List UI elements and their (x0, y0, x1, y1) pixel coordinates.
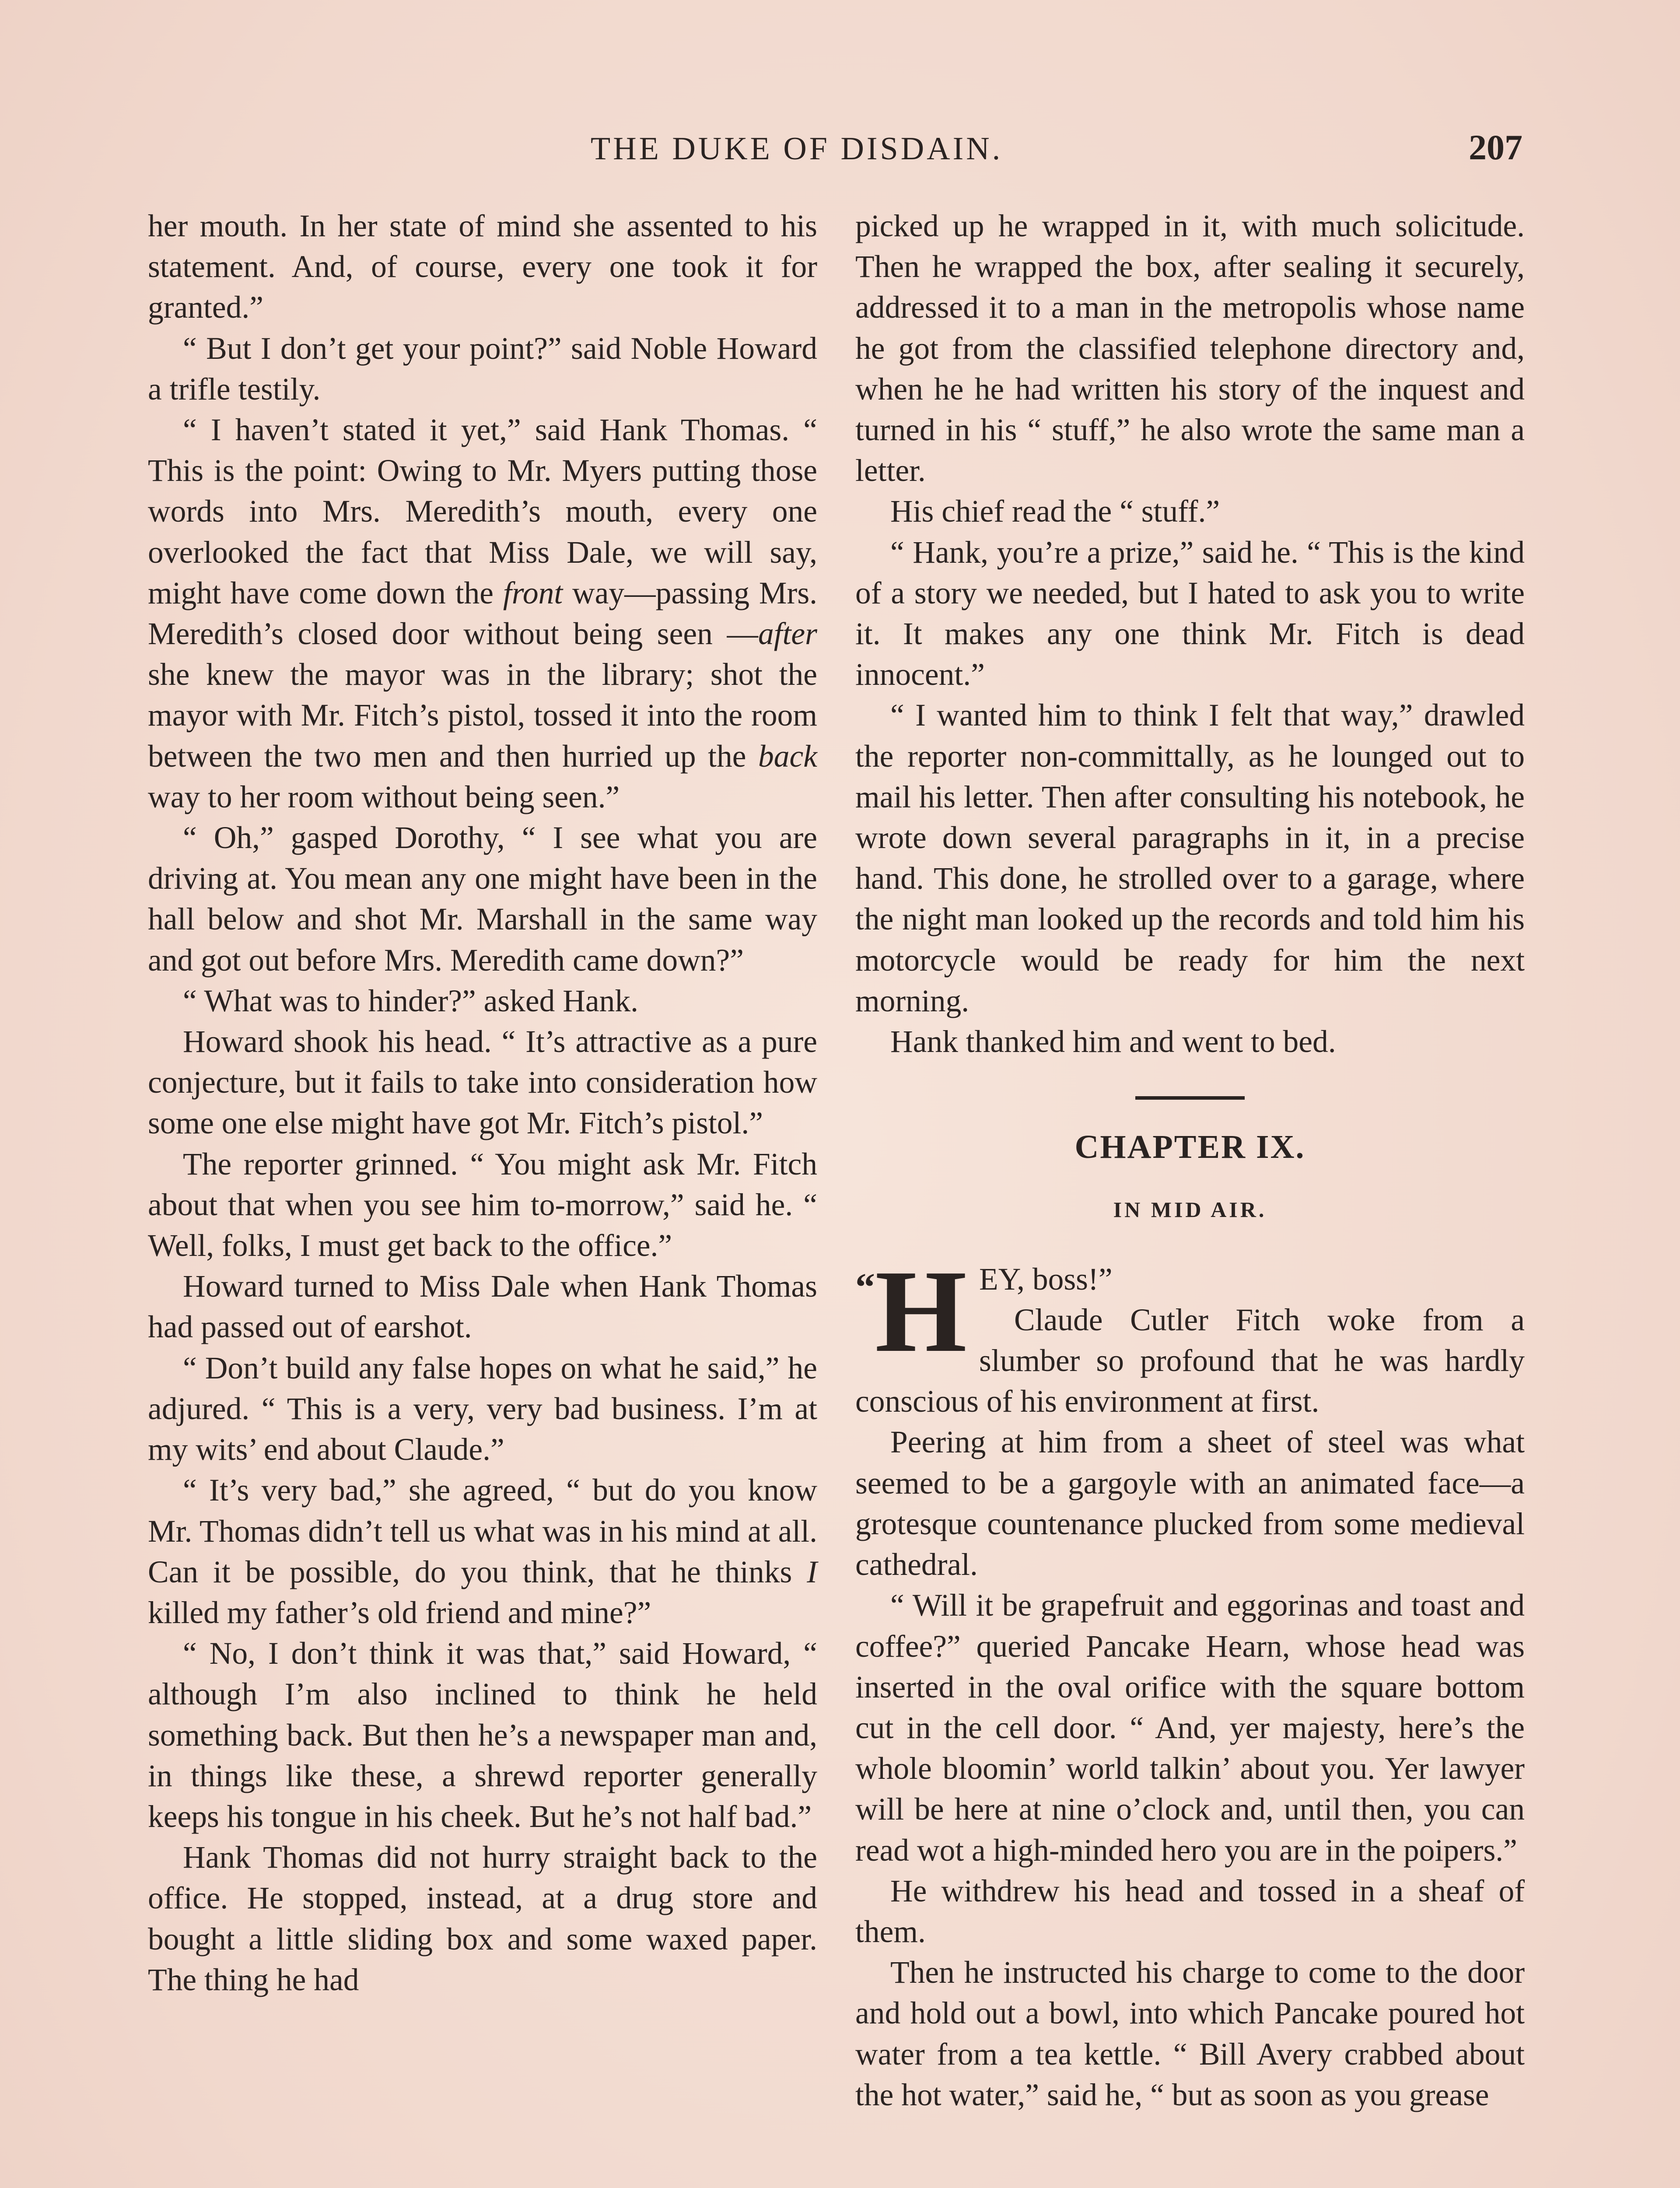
paragraph: “ Oh,” gasped Dorothy, “ I see what you are driving at. You mean any one might have been in the hall below and shot Mr. Marshall in the same way and got out before Mrs. Meredith came down?” (148, 820, 817, 978)
paragraph: “ I wanted him to think I felt that way,” drawled the reporter non-committally, as he lounged out to mail his letter. Then after consulting his notebook, he wrote down several paragraphs in it, in a precise hand. This done, he strolled over to a garage, where the night man looked up the records and told him his motorcycle would be ready for him the next morning. (855, 698, 1525, 1018)
paragraph: Howard turned to Miss Dale when Hank Thomas had passed out of earshot. (148, 1269, 817, 1345)
paragraph: “ It’s very bad,” she agreed, “ but do you know Mr. Thomas didn’t tell us what was in his mind at all. Can it be possible, do you think, that he thinks I killed my father’s old friend and mine?” (148, 1473, 817, 1630)
running-head (149, 127, 1522, 174)
paragraph: “ Hank, you’re a prize,” said he. “ This is the kind of a story we needed, but I hated to ask you to write it. It makes any one think Mr. Fitch is dead innocent.” (855, 535, 1525, 692)
chapter-subtitle: IN MID AIR. (1113, 1197, 1267, 1222)
chapter-title: CHAPTER IX. (1074, 1129, 1306, 1166)
drop-cap-letter: H (875, 1245, 967, 1377)
paragraph: “ Will it be grapefruit and eggorinas and toast and coffee?” queried Pancake Hearn, whose head was inserted in the oval orifice with the square bottom cut in the cell door. “ And, yer majesty, here’s the whole bloomin’ world talkin’ about you. Yer lawyer will be here at nine o’clock and, until then, you can read wot a high-minded hero you are in the poipers.” (855, 1588, 1525, 1868)
paragraph: His chief read the “ stuff.” (890, 494, 1220, 529)
paragraph: “ Don’t build any false hopes on what he said,” he adjured. “ This is a very, very bad business. I’m at my wits’ end about Claude.” (148, 1350, 817, 1467)
page-number: 207 (1469, 127, 1522, 167)
paragraph: “ I haven’t stated it yet,” said Hank Thomas. “ This is the point: Owing to Mr. Myers putting those words into Mrs. Meredith’s mouth, every one overlooked the fact that Miss Dale, we will say, might have come down the front way—passing Mrs. Meredith’s closed door without being seen —after she knew the mayor was in the library; shot the mayor with Mr. Fitch’s pistol, tossed it into the room between the two men and then hurried up the back way to her room without being seen.” (148, 413, 818, 814)
paragraph: The reporter grinned. “ You might ask Mr. Fitch about that when you see him to-morrow,” said he. “ Well, folks, I must get back to the office.” (148, 1147, 817, 1263)
drop-cap (855, 1245, 967, 1377)
paragraph: He withdrew his head and tossed in a sheaf of them. (855, 1873, 1525, 1949)
paragraph: “ No, I don’t think it was that,” said Howard, “ although I’m also inclined to think he held something back. But then he’s a newspaper man and, in things like these, a shrewd reporter generally keeps his tongue in his cheek. But he’s not half bad.” (148, 1636, 817, 1834)
paragraph: Hank Thomas did not hurry straight back to the office. He stopped, instead, at a drug store and bought a little sliding box and some waxed paper. The thing he had (148, 1840, 817, 1997)
chapter-opening (855, 1245, 1525, 1422)
italic-word: after (758, 617, 817, 652)
italic-word: I (807, 1554, 817, 1589)
paragraph: picked up he wrapped in it, with much solicitude. Then he wrapped the box, after sealing it securely, addressed it to a man in the metropolis whose name he got from the classified telephone directory and, when he he had written his story of the inquest and turned in his “ stuff,” he also wrote the same man a letter. (855, 209, 1525, 488)
running-title: THE DUKE OF DISDAIN. (591, 131, 1003, 167)
paragraph: Then he instructed his charge to come to the door and hold out a bowl, into which Pancake poured hot water from a tea kettle. “ Bill Avery crabbed about the hot water,” said he, “ but as soon as you grease (855, 1955, 1525, 2112)
section-divider (1135, 1096, 1245, 1100)
paragraph: Peering at him from a sheet of steel was what seemed to be a gargoyle with an animated face—a grotesque countenance plucked from some medieval cathedral. (855, 1425, 1525, 1582)
paragraph: Hank thanked him and went to bed. (890, 1024, 1336, 1059)
paragraph: “ What was to hinder?” asked Hank. (183, 983, 639, 1018)
paragraph: “ But I don’t get your point?” said Noble Howard a trifle testily. (148, 331, 817, 407)
paragraph: her mouth. In her state of mind she assented to his statement. And, of course, every one took it for granted.” (148, 209, 817, 325)
italic-word: front (503, 575, 563, 610)
left-column (148, 206, 817, 2000)
right-column (855, 206, 1525, 2115)
paragraph: EY, boss!” Claude Cutler Fitch woke from a slumber so profound that he was hardly conscious of his environment at first. (855, 1262, 1525, 1419)
italic-word: back (758, 739, 818, 774)
paragraph: Howard shook his head. “ It’s attractive as a pure conjecture, but it fails to take into consideration how some one else might have got Mr. Fitch’s pistol.” (148, 1024, 817, 1141)
drop-cap-quote: “ (855, 1265, 875, 1309)
